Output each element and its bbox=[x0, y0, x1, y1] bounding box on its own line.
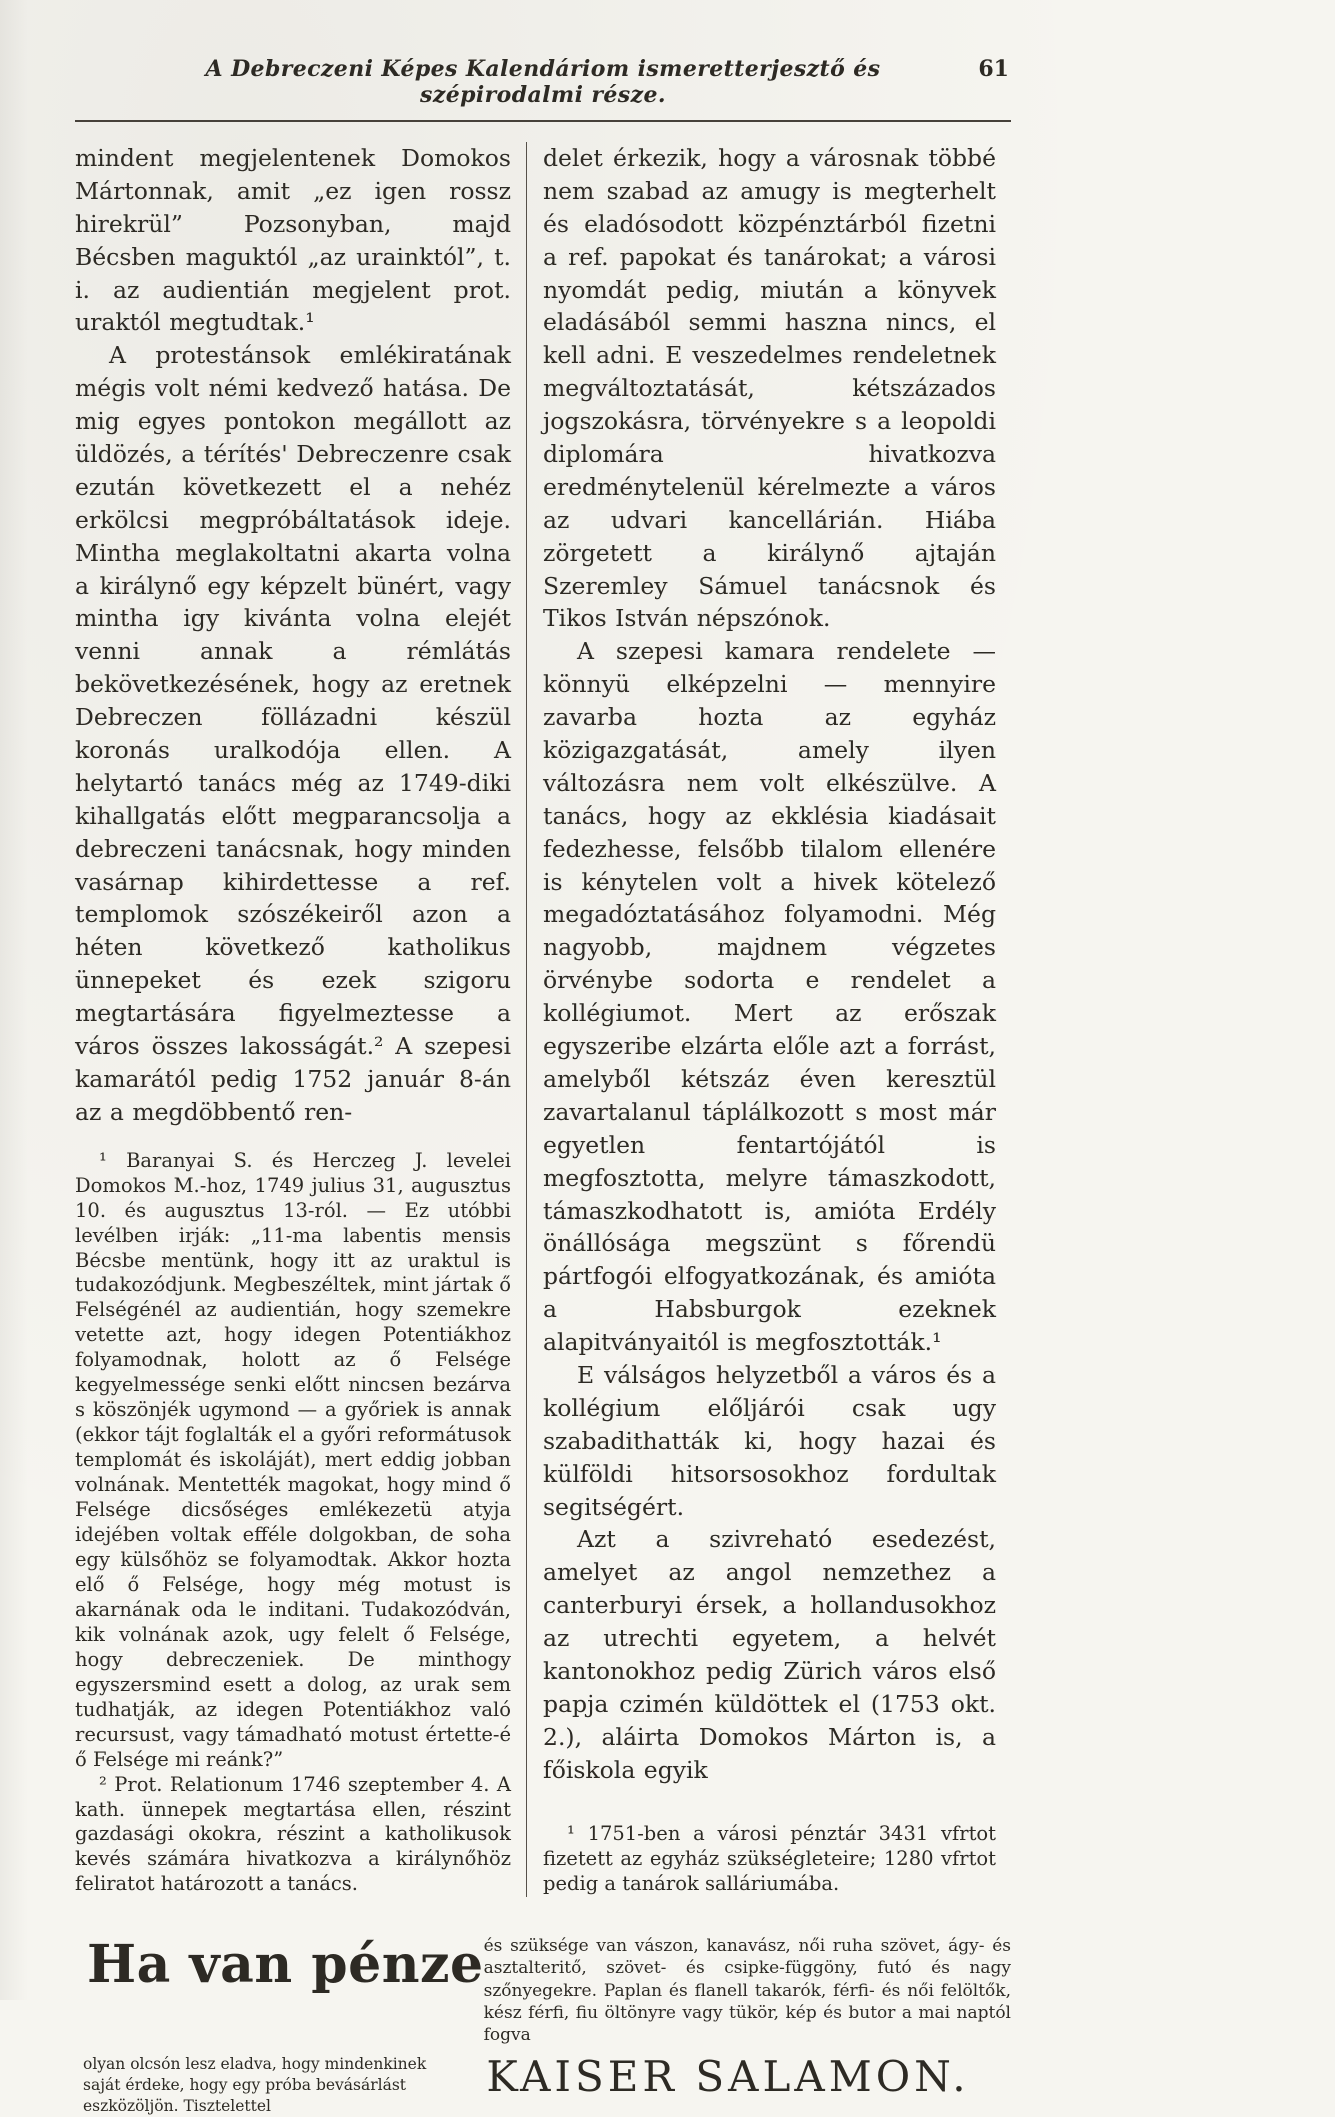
ad-company-name: KAISER SALAMON. bbox=[486, 2051, 970, 2101]
paragraph: delet érkezik, hogy a városnak többé nem szabad az amugy is megterhelt és eladósodott közpénztárból fizetni a ref. papokat és tanárokat; a városi nyomdát pedig, miután a könyvek eladásából semmi haszna nincs, el kell adni. E veszedelmes rendeletnek megváltoztatását, kétszázados jogszokásra, törvényekre s a leopoldi diplomára hivatkozva eredménytelenül kérelmezte a város az udvari kancellárián. Hiába zörgetett a királynő ajtaján Szeremley Sámuel tanácsnok és Tikos István népszónok. bbox=[543, 144, 996, 633]
ad-headline: Ha van pénze bbox=[87, 1934, 484, 1996]
advertisement bbox=[75, 1933, 1011, 2116]
left-column bbox=[75, 142, 527, 1897]
footnote: ¹ Baranyai S. és Herczeg J. levelei Domokos M.-hoz, 1749 julius 31, augusztus 10. és augusztus 13-ról. — Ez utóbbi levélben irják: „11-ma labentis mensis Bécsbe mentünk, hogy itt az uraktul is tudakozódjunk. Megbeszéltek, mint jártak ő Felségénél az audientián, hogy szemekre vetette azt, hogy idegen Potentiákhoz folyamodnak, holott az ő Felsége kegyelmessége senki előtt nincsen bezárva s köszönjék ugymond — a győriek is annak (ekkor tájt foglalták el a győri reformátusok templomát és iskoláját), mert eddig jobban volnának. Mentették magokat, hogy mind ő Felsége dicsőséges emlékezetü atyja idejében voltak efféle dolgokban, de soha egy külsőhöz se folyamodtak. Akkor hozta elő ő Felsége, hogy még motust is akarnának oda le inditani. Tudakozódván, kik volnának azok, ugy felelt ő Felsége, hogy debreczeniek. De minthogy egyszersmind esett a dolog, az urak sem tudhatják, az idegen Potentiákhoz való recursust, vagy támadható motust értette-é ő Felsége mi reánk?” bbox=[75, 1148, 511, 1771]
ad-bottom-row bbox=[75, 2051, 1011, 2117]
page-header-title: A Debreczeni Képes Kalendáriom ismeretterjesztő és szépirodalmi része. bbox=[205, 56, 881, 108]
footnote: ¹ 1751-ben a városi pénztár 3431 vfrtot fizetett az egyház szükségleteire; 1280 vfrtot pedig a tanárok salláriumába. bbox=[543, 1822, 996, 1896]
paragraph: Azt a szivreható esedezést, amelyet az angol nemzethez a canterburyi érsek, a hollandusokhoz az utrechti egyetem, a helvét kantonokhoz pedig Zürich város első papja czimén küldöttek el (1753 okt. 2.), aláirta Domokos Márton is, a főiskola egyik bbox=[543, 1525, 996, 1784]
right-footnotes bbox=[543, 1802, 996, 1897]
ad-note-text: olyan olcsón lesz eladva, hogy mindenkinek saját érdeke, hogy egy próba bevásárlást eszközöljön. Tisztelettel bbox=[83, 2054, 427, 2115]
ad-offer-text: és szüksége van vászon, kanavász, női ruha szövet, ágy- és asztalteritő, szövet- és csipke-függöny, futó és nagy szőnyegekre. Paplan és flanell takarók, férfi- és női felöltők, kész férfi, fiu öltönyre vagy tükör, kép és butor a mai naptól fogva bbox=[483, 1936, 1011, 2045]
paragraph: A szepesi kamara rendelete — könnyü elképzelni — mennyire zavarba hozta az egyház közigazgatását, amely ilyen változásra nem volt elkészülve. A tanács, hogy az ekklésia kiadásait fedezhesse, felsőbb tilalom ellenére is kénytelen volt a hivek kötelező megadóztatásához folyamodni. Még nagyobb, majdnem végzetes örvénybe sodorta e rendelet a kollégiumot. Mert az erőszak egyszeribe elzárta előle azt a forrást, amelyből kétszáz éven keresztül zavartalanul táplálkozott s most már egyetlen fentartójától is megfosztotta, melyre támaszkodott, támaszkodhatott is, amióta Erdély önállósága megszünt s főrendü pártfogói elfogyatkozának, és amióta a Habsburgok ezeknek alapitványaitól is megfosztották.¹ bbox=[543, 637, 996, 1357]
right-column bbox=[527, 142, 996, 1897]
page-header bbox=[75, 56, 1011, 122]
left-footnotes bbox=[75, 1149, 511, 1898]
text-columns bbox=[75, 142, 1011, 1897]
ad-top-row bbox=[75, 1933, 1011, 2045]
paragraph: mindent megjelentenek Domokos Mártonnak, amit „ez igen rossz hirekrül” Pozsonyban, majd Bécsben maguktól „az urainktól”, t. i. az audientián megjelent prot. uraktól megtudtak.¹ bbox=[75, 144, 511, 337]
page-number: 61 bbox=[978, 56, 1009, 82]
paragraph: E válságos helyzetből a város és a kollégium előljárói csak ugy szabadithatták ki, hogy hazai és külföldi hitsorsosokhoz fordultak segitségért. bbox=[543, 1360, 996, 1521]
footnote: ² Prot. Relationum 1746 szeptember 4. A kath. ünnepek megtartása ellen, részint gazdasági okokra, részint a katholikusok kevés számára hivatkozva a királynőhöz feliratot határozott a tanács. bbox=[75, 1772, 511, 1896]
paragraph: A protestánsok emlékiratának mégis volt némi kedvező hatása. De mig egyes pontokon megállott az üldözés, a térítés' Debreczenre csak ezután következett el a nehéz erkölcsi megpróbáltatások ideje. Mintha meglakoltatni akarta volna a királynő egy képzelt bünért, vagy mintha igy kivánta volna elejét venni annak a rémlátás bekövetkezésének, hogy az eretnek Debreczen föllázadni készül koronás uralkodója ellen. A helytartó tanács még az 1749-diki kihallgatás előtt megparancsolja a debreczeni tanácsnak, hogy minden vasárnap kihirdettesse a ref. templomok szószékeiről azon a héten következő katholikus ünnepeket és ezek szigoru megtartására figyelmeztesse a város összes lakosságát.² A szepesi kamarától pedig 1752 január 8-án az a megdöbbentő ren- bbox=[75, 341, 511, 1126]
